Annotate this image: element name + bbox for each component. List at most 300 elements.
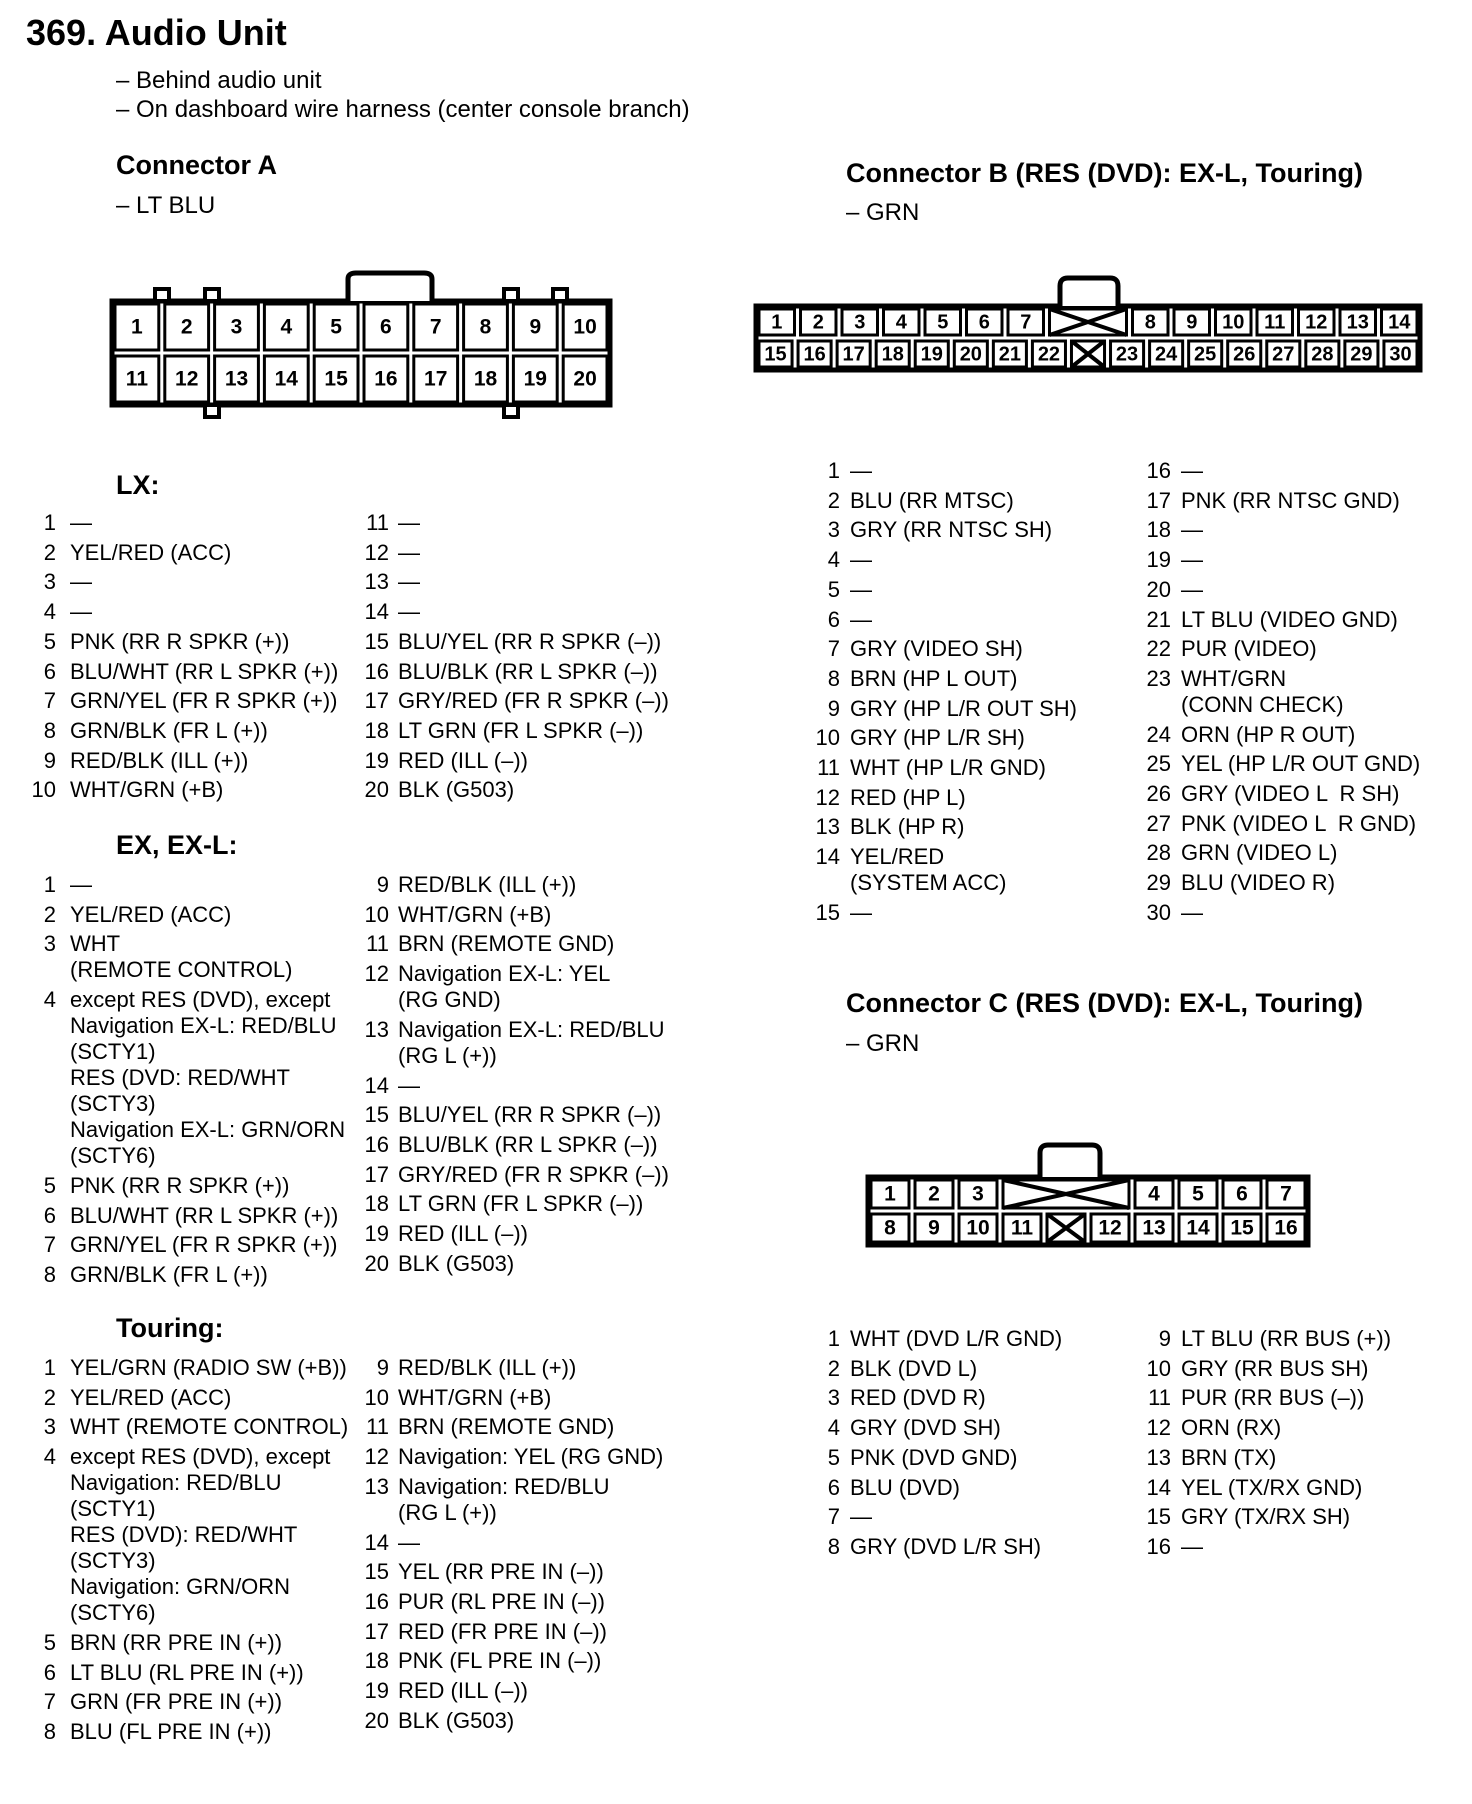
pin-description: YEL (RR PRE IN (–)) (398, 1559, 604, 1585)
connector-b-pin-label: 3 (854, 311, 866, 334)
connector-a-pin-label: 3 (230, 315, 243, 339)
pin-number: 28 (1146, 840, 1171, 866)
connector-c-pin-label: 8 (884, 1216, 896, 1240)
pin-number: 3 (43, 931, 56, 957)
pin-description: BLU/YEL (RR R SPKR (–)) (398, 1102, 662, 1128)
connector-c-title: Connector C (RES (DVD): EX-L, Touring) (846, 988, 1363, 1018)
pin-number: 1 (43, 872, 56, 897)
pin-number: 19 (1146, 547, 1171, 573)
pin-description: WHT (REMOTE CONTROL) (70, 1414, 349, 1440)
pin-description: GRN (FR PRE IN (+)) (70, 1689, 283, 1715)
pin-description: BLK (DVD L) (850, 1355, 978, 1381)
pin-description: except RES (DVD), except Navigation: RED/BLU (SCTY1) RES (DVD): RED/WHT (SCTY3) Navigation: GRN/ORN (SCTY6) (70, 1444, 331, 1626)
pin-number: 13 (815, 814, 840, 840)
pin-number: 2 (43, 539, 56, 565)
connector-a-tab (205, 405, 219, 417)
pin-number: 1 (827, 1326, 840, 1351)
pin-number: 12 (364, 1444, 389, 1470)
pin-number: 25 (1146, 751, 1171, 777)
pin-number: 15 (364, 1102, 389, 1128)
pin-description: YEL/RED (ACC) (70, 539, 232, 565)
connector-b-latch (1060, 278, 1118, 306)
pin-number: 17 (1146, 487, 1171, 513)
connector-b-pin-label: 7 (1020, 311, 1032, 334)
pin-description: — (1181, 1533, 1203, 1559)
connector-b-pin-label: 20 (959, 343, 982, 366)
connector-b-pin-label: 2 (812, 311, 824, 334)
pin-number: 3 (43, 1414, 56, 1440)
connector-b-pin-label: 10 (1222, 311, 1245, 334)
pin-description: GRY (DVD SH) (850, 1415, 1001, 1441)
pin-description: LT GRN (FR L SPKR (–)) (398, 1191, 644, 1217)
pin-number: 12 (815, 784, 840, 810)
pin-description: YEL/RED (SYSTEM ACC) (850, 844, 1007, 896)
connector-a-pin-label: 8 (479, 315, 492, 339)
pin-number: 20 (364, 1707, 389, 1733)
connector-a-pin-label: 16 (374, 367, 398, 391)
connector-a-pin-label: 2 (180, 315, 193, 339)
pin-number: 20 (364, 1250, 389, 1276)
connector-a-pin-label: 9 (529, 315, 542, 339)
pin-number: 10 (1146, 1355, 1171, 1381)
pin-number: 8 (827, 1533, 840, 1559)
pin-description: — (850, 899, 872, 925)
pin-number: 16 (364, 1131, 389, 1157)
pin-description: — (70, 569, 92, 595)
pin-number: 9 (43, 747, 56, 773)
pin-description: BLU (DVD) (850, 1474, 961, 1500)
connector-b-pin-label: 28 (1311, 343, 1334, 366)
pin-number: 2 (43, 1384, 56, 1410)
connector-a-pin-label: 13 (224, 367, 249, 391)
pin-number: 14 (364, 1529, 389, 1555)
pin-number: 11 (366, 1414, 389, 1440)
connector-c-diagram (862, 1135, 1322, 1250)
pin-number: 10 (364, 1384, 389, 1410)
pin-number: 9 (376, 1355, 389, 1380)
pin-number: 9 (376, 872, 389, 897)
pin-number: 3 (827, 517, 840, 543)
pin-number: 4 (43, 1444, 56, 1470)
connector-c-pin-label: 16 (1274, 1216, 1298, 1240)
pin-description: WHT (DVD L/R GND) (850, 1326, 1063, 1351)
pin-number: 5 (43, 1629, 56, 1655)
pin-number: 10 (815, 725, 840, 751)
pin-description: — (398, 1529, 420, 1555)
pin-number: 7 (43, 1232, 56, 1258)
pin-description: GRY (HP L/R OUT SH) (850, 695, 1077, 721)
pin-number: 13 (364, 1016, 389, 1042)
pin-number: 17 (364, 1161, 389, 1187)
pin-description: PNK (RR NTSC GND) (1181, 487, 1400, 513)
pin-description: RED/BLK (ILL (+)) (398, 1355, 577, 1380)
pin-number: 27 (1146, 810, 1171, 836)
pin-description: PNK (VIDEO L R GND) (1181, 810, 1417, 836)
connector-a-tab (504, 405, 518, 417)
pin-number: 26 (1146, 781, 1171, 806)
connector-c-pin-label: 1 (884, 1182, 896, 1206)
pin-description: GRY (RR BUS SH) (1181, 1355, 1369, 1381)
connector-b-pin-label: 27 (1272, 343, 1295, 366)
pin-description: GRY/RED (FR R SPKR (–)) (398, 688, 669, 714)
pin-description: BRN (TX) (1181, 1444, 1277, 1470)
pin-number: 21 (1146, 606, 1171, 632)
pin-description: LT BLU (RR BUS (+)) (1181, 1326, 1392, 1351)
pin-number: 11 (817, 755, 840, 780)
connector-b-pin-label: 13 (1346, 311, 1369, 334)
pin-description: — (398, 599, 420, 625)
connector-a-pin-label: 18 (473, 367, 498, 391)
connector-a-pin-label: 10 (573, 315, 597, 339)
pin-number: 2 (827, 487, 840, 513)
pin-description: GRY (VIDEO SH) (850, 636, 1023, 662)
pin-number: 16 (1146, 1533, 1171, 1559)
pin-number: 13 (364, 569, 389, 595)
pin-description: — (1181, 547, 1203, 573)
pin-number: 14 (364, 599, 389, 625)
connector-c-pin-label: 2 (928, 1182, 940, 1206)
pin-description: BRN (HP L OUT) (850, 665, 1018, 691)
pin-description: GRN/BLK (FR L (+)) (70, 1261, 268, 1287)
connector-c-pin-label: 3 (972, 1182, 984, 1206)
pin-description: BLK (G503) (398, 777, 515, 803)
pin-description: — (1181, 517, 1203, 543)
pin-number: 10 (31, 777, 56, 803)
pin-number: 18 (364, 1648, 389, 1674)
pin-number: 16 (364, 658, 389, 684)
pin-description: — (1181, 576, 1203, 602)
ex-label: EX, EX-L: (116, 830, 238, 860)
pin-description: YEL/GRN (RADIO SW (+B)) (70, 1355, 347, 1380)
pin-description: BRN (RR PRE IN (+)) (70, 1629, 283, 1655)
connector-b-pin-label: 18 (881, 343, 904, 366)
pin-description: WHT/GRN (CONN CHECK) (1181, 665, 1344, 717)
pin-description: Navigation EX-L: RED/BLU (RG L (+)) (398, 1016, 665, 1068)
pin-number: 9 (827, 695, 840, 721)
connector-a-pin-label: 6 (380, 315, 392, 339)
pin-description: PNK (RR R SPKR (+)) (70, 628, 290, 654)
pin-number: 5 (827, 1444, 840, 1470)
pin-description: WHT/GRN (+B) (70, 777, 224, 803)
touring-label: Touring: (116, 1313, 224, 1343)
pin-description: RED (HP L) (850, 784, 966, 810)
connector-b-color: – GRN (846, 199, 920, 226)
connector-b-title: Connector B (RES (DVD): EX-L, Touring) (846, 158, 1363, 188)
connector-b-pin-label: 22 (1037, 343, 1061, 366)
location-1: – Behind audio unit (116, 67, 322, 94)
connector-b-pin-label: 9 (1186, 311, 1198, 334)
pin-number: 14 (364, 1072, 389, 1098)
pin-description: GRN/YEL (FR R SPKR (+)) (70, 688, 338, 714)
pin-number: 15 (815, 899, 840, 925)
connector-a-tab (553, 289, 567, 301)
connector-b-pin-label: 15 (764, 343, 787, 366)
pin-description: Navigation: RED/BLU (RG L (+)) (398, 1473, 610, 1525)
connector-b-pin-label: 25 (1194, 343, 1217, 366)
connector-a-pin-label: 11 (125, 367, 149, 391)
pin-description: GRY/RED (FR R SPKR (–)) (398, 1161, 669, 1187)
pin-description: RED (DVD R) (850, 1385, 986, 1411)
pin-number: 30 (1146, 899, 1171, 925)
pin-number: 4 (827, 1415, 840, 1441)
pin-number: 4 (43, 599, 56, 625)
pin-description: YEL/RED (ACC) (70, 1384, 232, 1410)
page-title: 369. Audio Unit (26, 12, 287, 53)
pin-number: 13 (1146, 1444, 1171, 1470)
pin-number: 19 (364, 747, 389, 773)
pin-number: 9 (1158, 1326, 1171, 1351)
pin-description: GRN/YEL (FR R SPKR (+)) (70, 1232, 338, 1258)
pin-description: BLK (HP R) (850, 814, 965, 840)
pin-description: LT BLU (RL PRE IN (+)) (70, 1659, 304, 1685)
pin-description: YEL (TX/RX GND) (1181, 1474, 1363, 1500)
connector-b-pin-label: 8 (1144, 311, 1156, 334)
connector-a-latch (348, 273, 432, 301)
pin-description: RED (ILL (–)) (398, 1221, 528, 1246)
pin-number: 12 (1146, 1415, 1171, 1441)
connector-b-pin-label: 5 (937, 311, 949, 334)
pin-description: GRY (TX/RX SH) (1181, 1504, 1351, 1530)
pin-description: PUR (RR BUS (–)) (1181, 1385, 1365, 1411)
pin-number: 19 (364, 1221, 389, 1246)
connector-c-pin-label: 13 (1142, 1216, 1166, 1240)
pin-description: — (398, 510, 420, 535)
pin-number: 10 (364, 901, 389, 927)
connector-a-title: Connector A (116, 150, 277, 180)
connector-c-pin-label: 5 (1192, 1182, 1204, 1206)
pin-number: 6 (827, 1474, 840, 1500)
pin-number: 18 (364, 1191, 389, 1217)
connector-c-pin-label: 14 (1186, 1216, 1210, 1240)
connector-c-pin-label: 6 (1236, 1182, 1248, 1206)
connector-a-pin-label: 19 (523, 367, 547, 391)
connector-a-diagram (100, 265, 630, 425)
connector-a-color: – LT BLU (116, 192, 216, 219)
pin-description: YEL (HP L/R OUT GND) (1181, 751, 1421, 777)
pin-description: PUR (RL PRE IN (–)) (398, 1588, 605, 1614)
pin-description: LT BLU (VIDEO GND) (1181, 606, 1398, 632)
connector-a-pin-label: 5 (330, 315, 342, 339)
pin-description: RED (ILL (–)) (398, 747, 528, 773)
connector-b-pin-label: 24 (1154, 343, 1178, 366)
pin-description: — (398, 539, 420, 565)
pin-description: BLU/BLK (RR L SPKR (–)) (398, 1131, 658, 1157)
pin-description: BLU/WHT (RR L SPKR (+)) (70, 1202, 339, 1228)
connector-a-pin-label: 1 (131, 315, 143, 339)
pin-description: GRY (VIDEO L R SH) (1181, 781, 1400, 806)
connector-c-pin-label: 15 (1230, 1216, 1254, 1240)
pin-description: GRN (VIDEO L) (1181, 840, 1338, 866)
connector-a-tab (504, 289, 518, 301)
pin-number: 22 (1146, 636, 1171, 662)
connector-a-pin-label: 15 (324, 367, 348, 391)
connector-b-pin-label: 11 (1264, 311, 1286, 334)
pin-description: BLK (G503) (398, 1250, 515, 1276)
pin-description: — (70, 872, 92, 897)
pin-number: 12 (364, 539, 389, 565)
connector-a-tab (155, 289, 169, 301)
pin-description: — (850, 458, 872, 483)
pin-number: 6 (827, 606, 840, 632)
pin-description: Navigation EX-L: YEL (RG GND) (398, 961, 611, 1013)
connector-b-pin-label: 30 (1389, 343, 1412, 366)
pin-number: 12 (364, 961, 389, 987)
connector-a-tab (205, 289, 219, 301)
connector-b-pin-label: 17 (842, 343, 865, 366)
pin-description: RED (ILL (–)) (398, 1678, 528, 1703)
pin-number: 20 (364, 777, 389, 803)
pin-number: 1 (43, 1355, 56, 1380)
pin-number: 16 (1146, 458, 1171, 483)
location-2: – On dashboard wire harness (center console branch) (116, 96, 690, 123)
connector-a-pin-label: 7 (429, 315, 442, 339)
connector-b-pin-label: 1 (771, 311, 783, 334)
pin-number: 17 (364, 688, 389, 714)
connector-a-pin-label: 17 (424, 367, 448, 391)
connector-c-pin-label: 4 (1148, 1182, 1160, 1206)
pin-description: BLU (RR MTSC) (850, 487, 1014, 513)
connector-b-diagram (750, 270, 1430, 380)
pin-description: BLU/BLK (RR L SPKR (–)) (398, 658, 658, 684)
pin-number: 1 (43, 510, 56, 535)
pin-number: 18 (1146, 517, 1171, 543)
pin-description: — (850, 1504, 872, 1530)
pin-number: 7 (43, 688, 56, 714)
pin-number: 3 (827, 1385, 840, 1411)
pin-description: BLU/WHT (RR L SPKR (+)) (70, 658, 339, 684)
connector-b-pin-label: 26 (1233, 343, 1256, 366)
pin-number: 8 (43, 717, 56, 743)
pin-description: — (850, 606, 872, 632)
pin-number: 4 (43, 987, 56, 1013)
connector-c-pin-label: 12 (1098, 1216, 1122, 1240)
connector-c-pin-label: 10 (966, 1216, 990, 1240)
pin-number: 7 (827, 1504, 840, 1530)
pin-description: WHT (REMOTE CONTROL) (70, 931, 293, 983)
pin-description: PNK (DVD GND) (850, 1444, 1018, 1470)
pin-number: 7 (827, 636, 840, 662)
pin-description: — (398, 1072, 420, 1098)
pin-number: 5 (43, 628, 56, 654)
pin-number: 23 (1146, 665, 1171, 691)
pin-description: Navigation: YEL (RG GND) (398, 1444, 664, 1470)
pin-description: LT GRN (FR L SPKR (–)) (398, 717, 644, 743)
pin-number: 29 (1146, 870, 1171, 896)
connector-a-pin-label: 20 (573, 367, 597, 391)
connector-c-pin-label: 11 (1010, 1216, 1034, 1240)
connector-b-pin-label: 29 (1350, 343, 1373, 366)
pin-number: 6 (43, 1202, 56, 1228)
pin-description: — (1181, 458, 1203, 483)
pin-description: — (850, 547, 872, 573)
pin-number: 18 (364, 717, 389, 743)
pin-number: 15 (1146, 1504, 1171, 1530)
pin-number: 8 (43, 1718, 56, 1744)
pin-number: 14 (815, 844, 840, 870)
connector-b-pin-label: 16 (803, 343, 826, 366)
pin-number: 6 (43, 1659, 56, 1685)
pin-number: 5 (827, 576, 840, 602)
pin-description: ORN (RX) (1181, 1415, 1282, 1441)
pin-description: WHT/GRN (+B) (398, 901, 552, 927)
pin-description: — (70, 510, 92, 535)
pin-number: 20 (1146, 576, 1171, 602)
pin-number: 1 (827, 458, 840, 483)
pin-number: 3 (43, 569, 56, 595)
pin-number: 6 (43, 658, 56, 684)
pin-number: 17 (364, 1618, 389, 1644)
pin-description: YEL/RED (ACC) (70, 901, 232, 927)
pin-description: RED/BLK (ILL (+)) (70, 747, 249, 773)
connector-a-pin-label: 4 (280, 315, 293, 339)
pin-description: BRN (REMOTE GND) (398, 1414, 615, 1440)
pin-number: 15 (364, 628, 389, 654)
pin-description: PNK (FL PRE IN (–)) (398, 1648, 602, 1674)
connector-b-pin-label: 6 (978, 311, 990, 334)
connector-b-pin-label: 12 (1305, 311, 1328, 334)
pin-number: 8 (43, 1261, 56, 1287)
pin-description: PNK (RR R SPKR (+)) (70, 1172, 290, 1198)
pin-number: 13 (364, 1473, 389, 1499)
connector-c-color: – GRN (846, 1030, 920, 1057)
pin-description: WHT/GRN (+B) (398, 1384, 552, 1410)
pin-number: 8 (827, 665, 840, 691)
pin-number: 2 (43, 901, 56, 927)
pin-number: 11 (1148, 1385, 1171, 1411)
connector-c-pin-label: 7 (1280, 1182, 1292, 1206)
pin-number: 7 (43, 1689, 56, 1715)
pin-description: — (1181, 899, 1203, 925)
connector-b-pin-label: 23 (1115, 343, 1139, 366)
connector-c-pin-label: 9 (928, 1216, 940, 1240)
pin-description: GRY (HP L/R SH) (850, 725, 1025, 751)
pin-description: BLU/YEL (RR R SPKR (–)) (398, 628, 662, 654)
pin-description: RED/BLK (ILL (+)) (398, 872, 577, 897)
pin-description: BLU (FL PRE IN (+)) (70, 1718, 272, 1744)
pin-number: 14 (1146, 1474, 1171, 1500)
connector-a-pin-label: 12 (175, 367, 199, 391)
pin-description: except RES (DVD), except Navigation EX-L: RED/BLU (SCTY1) RES (DVD: RED/WHT (SCTY3) Navigation EX-L: GRN/ORN (SCTY6) (70, 987, 346, 1169)
pin-description: BLK (G503) (398, 1707, 515, 1733)
pin-description: — (398, 569, 420, 595)
pin-description: GRN/BLK (FR L (+)) (70, 717, 268, 743)
connector-c-latch (1040, 1145, 1100, 1177)
connector-b-pin-label: 19 (920, 343, 943, 366)
pin-number: 24 (1146, 721, 1171, 747)
pin-description: BLU (VIDEO R) (1181, 870, 1336, 896)
pin-number: 19 (364, 1678, 389, 1703)
pin-description: BRN (REMOTE GND) (398, 931, 615, 957)
pin-description: — (70, 599, 92, 625)
pin-description: ORN (HP R OUT) (1181, 721, 1356, 747)
pin-description: WHT (HP L/R GND) (850, 755, 1046, 780)
connector-b-pin-label: 4 (895, 311, 907, 334)
pin-number: 11 (366, 931, 389, 957)
lx-label: LX: (116, 470, 160, 500)
pin-description: RED (FR PRE IN (–)) (398, 1618, 607, 1644)
connector-b-pin-label: 21 (998, 343, 1022, 366)
pin-number: 11 (366, 510, 389, 535)
connector-a-pin-label: 14 (274, 367, 298, 391)
pin-description: PUR (VIDEO) (1181, 636, 1317, 662)
pin-description: GRY (DVD L/R SH) (850, 1533, 1042, 1559)
pin-number: 2 (827, 1355, 840, 1381)
pin-number: 4 (827, 547, 840, 573)
pin-number: 15 (364, 1559, 389, 1585)
pin-description: GRY (RR NTSC SH) (850, 517, 1053, 543)
connector-b-pin-label: 14 (1388, 311, 1411, 334)
pin-number: 16 (364, 1588, 389, 1614)
